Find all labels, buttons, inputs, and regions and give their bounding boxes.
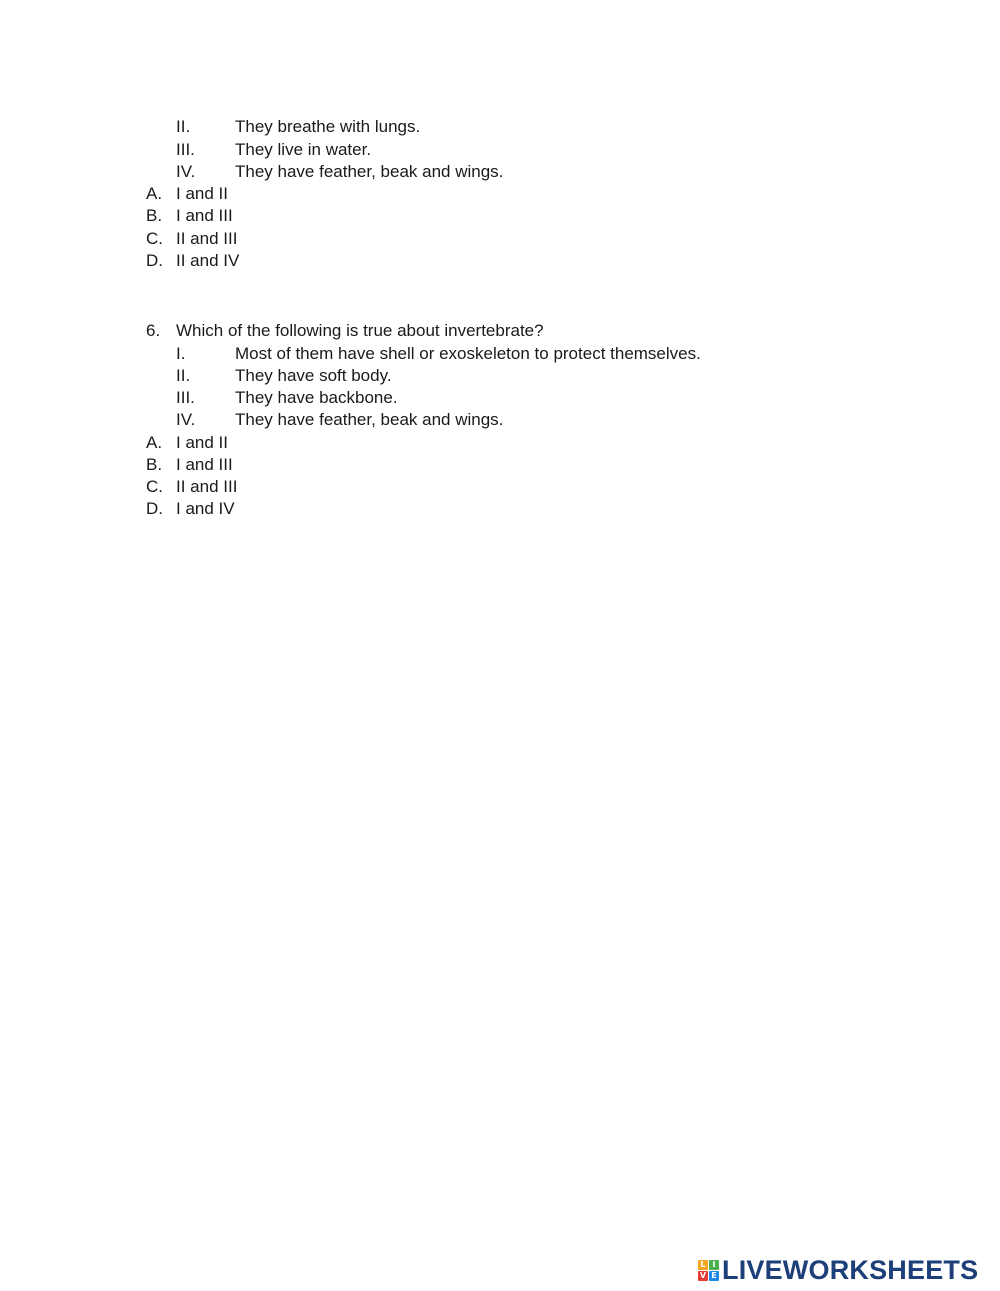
option-text: I and IV <box>176 499 235 518</box>
statement-number: IV. <box>176 162 196 181</box>
statement-number: III. <box>176 140 195 159</box>
option-letter: C. <box>146 229 163 248</box>
option-letter: B. <box>146 206 163 225</box>
logo-tiles-icon <box>698 1260 719 1281</box>
option-letter: D. <box>146 499 163 518</box>
statement-text: Most of them have shell or exoskeleton to protect themselves. <box>235 344 701 363</box>
option-letter: C. <box>146 477 163 496</box>
option-letter: A. <box>146 433 163 452</box>
option-letter: D. <box>146 251 163 270</box>
statement-text: They have backbone. <box>235 388 398 407</box>
option-text: II and III <box>176 229 238 248</box>
logo-tile-l: L <box>698 1260 708 1270</box>
option-text: I and III <box>176 206 233 225</box>
statement-text: They breathe with lungs. <box>235 117 421 136</box>
option-text: I and III <box>176 455 233 474</box>
logo-tile-i: I <box>709 1260 719 1270</box>
logo-tile-v: V <box>699 1270 707 1280</box>
statement-number: II. <box>176 117 191 136</box>
option-text: I and II <box>176 433 228 452</box>
statement-text: They live in water. <box>235 140 372 159</box>
statement-number: IV. <box>176 410 196 429</box>
liveworksheets-logo <box>698 1255 978 1285</box>
option-letter: A. <box>146 184 163 203</box>
option-text: I and II <box>176 184 228 203</box>
statement-text: They have feather, beak and wings. <box>235 410 504 429</box>
option-text: II and IV <box>176 251 240 270</box>
option-letter: B. <box>146 455 163 474</box>
statement-text: They have feather, beak and wings. <box>235 162 504 181</box>
statement-text: They have soft body. <box>235 366 392 385</box>
statement-number: III. <box>176 388 195 407</box>
option-text: II and III <box>176 477 238 496</box>
question-number: 6. <box>146 321 161 340</box>
statement-number: I. <box>176 344 186 363</box>
question-text: Which of the following is true about invertebrate? <box>176 321 544 340</box>
logo-tile-e: E <box>709 1271 719 1281</box>
logo-wordmark: LIVEWORKSHEETS <box>722 1255 979 1285</box>
statement-number: II. <box>176 366 191 385</box>
